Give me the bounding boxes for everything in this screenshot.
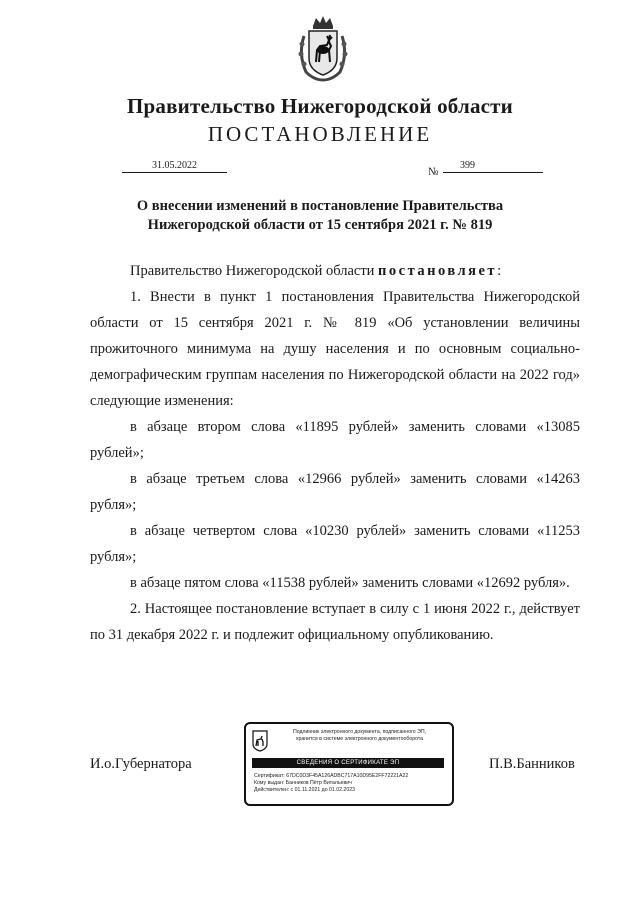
stamp-title-bar: СВЕДЕНИЯ О СЕРТИФИКАТЕ ЭП bbox=[252, 758, 444, 768]
item-1-paragraph: 1. Внести в пункт 1 постановления Правительства Нижегородской области от 15 сентября 2021 г. № 819 «Об установлении величины прожиточного минимума на душу населения и по основным социально-демографическим группам населения по Нижегородской области на 2022 год» следующие изменения: bbox=[90, 289, 580, 409]
change-1-paragraph: в абзаце втором слова «11895 рублей» заменить словами «13085 рублей»; bbox=[90, 419, 580, 461]
change-2-paragraph: в абзаце третьем слова «12966 рублей» заменить словами «14263 рубля»; bbox=[90, 471, 580, 513]
stamp-header-line-1: Подлинник электронного документа, подписанного ЭП, bbox=[292, 729, 426, 735]
signer-position: И.о.Губернатора bbox=[90, 756, 192, 772]
stamp-issued-to: Кому выдан: Банников Пётр Витальевич bbox=[254, 780, 352, 786]
nizhny-novgorod-deer-icon bbox=[252, 730, 268, 752]
intro-prefix: Правительство Нижегородской области bbox=[130, 263, 375, 279]
stamp-validity: Действителен: с 01.11.2021 до 01.02.2023 bbox=[254, 787, 355, 793]
subject-line-1: О внесении изменений в постановление Правительства bbox=[136, 198, 504, 214]
change-3-paragraph: в абзаце четвертом слова «10230 рублей» заменить словами «11253 рубля»; bbox=[90, 523, 580, 565]
item-2-paragraph: 2. Настоящее постановление вступает в силу с 1 июня 2022 г., действует по 31 декабря 2022 г. и подлежит официальному опубликованию. bbox=[90, 601, 580, 643]
intro-suffix: : bbox=[497, 263, 502, 279]
coat-of-arms-icon bbox=[296, 14, 350, 82]
intro-paragraph bbox=[90, 258, 580, 284]
stamp-header-line-2: хранится в системе электронного документооборота bbox=[295, 736, 424, 742]
stamp-details bbox=[254, 773, 448, 794]
stamp-certificate: Сертификат: 67DC0D3F45A126ADBC717A10D95E2FF72221A22 bbox=[254, 773, 409, 779]
signer-name: П.В.Банников bbox=[489, 756, 575, 772]
change-4-paragraph: в абзаце пятом слова «11538 рублей» заменить словами «12692 рубля». bbox=[130, 575, 570, 591]
number-label: № bbox=[428, 166, 439, 178]
document-subject bbox=[0, 197, 640, 235]
stamp-header bbox=[272, 729, 447, 743]
document-type: ПОСТАНОВЛЕНИЕ bbox=[207, 122, 433, 146]
electronic-signature-stamp bbox=[244, 722, 454, 806]
organization-title: Правительство Нижегородской области bbox=[127, 94, 513, 118]
document-number bbox=[443, 160, 543, 173]
document-number-value: 399 bbox=[460, 160, 475, 171]
intro-verb: постановляет bbox=[378, 263, 498, 279]
document-date: 31.05.2022 bbox=[122, 160, 227, 173]
document-body bbox=[90, 258, 580, 648]
subject-line-2: Нижегородской области от 15 сентября 2021 г. № 819 bbox=[147, 217, 493, 233]
